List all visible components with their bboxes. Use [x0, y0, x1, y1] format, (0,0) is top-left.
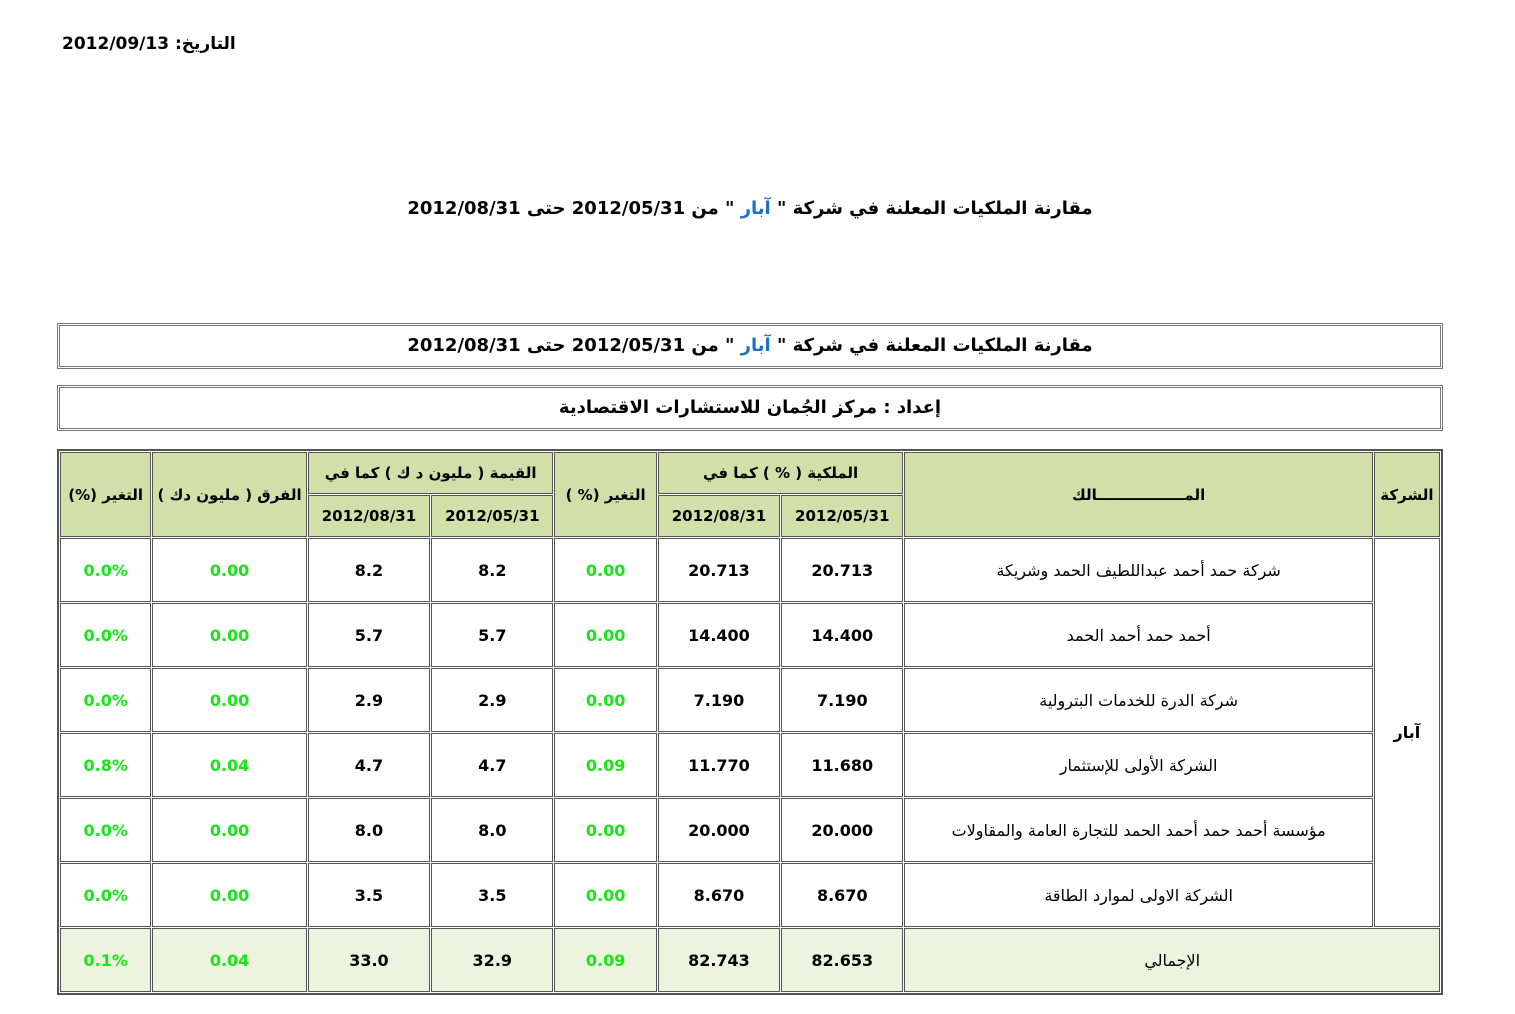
chg-cell: 0.00	[554, 863, 656, 927]
date-label: التاريخ:	[174, 34, 236, 54]
chg-cell: 0.00	[554, 538, 656, 602]
pct-cell: 0.0%	[60, 538, 151, 602]
header-company: الشركة	[1374, 452, 1440, 537]
header-own-date1: 2012/05/31	[781, 495, 903, 537]
owner-cell: الشركة الأولى للإستثمار	[904, 733, 1372, 797]
chg-cell: 0.09	[554, 733, 656, 797]
box-title-before: مقارنة الملكيات المعلنة في شركة "	[770, 335, 1093, 356]
total-row	[60, 928, 1440, 992]
chg-cell: 0.00	[554, 603, 656, 667]
prepared-by-box	[57, 385, 1443, 431]
prepared-by: إعداد : مركز الجُمان للاستشارات الاقتصادية	[558, 397, 942, 418]
val2-cell: 8.2	[308, 538, 430, 602]
owner-cell: أحمد حمد أحمد الحمد	[904, 603, 1372, 667]
own2-cell: 20.000	[658, 798, 780, 862]
own1-cell: 8.670	[781, 863, 903, 927]
val2-cell: 4.7	[308, 733, 430, 797]
box-title-company: آبار	[740, 335, 771, 356]
pct-cell: 0.0%	[60, 668, 151, 732]
total-diff: 0.04	[152, 928, 306, 992]
pct-cell: 0.0%	[60, 798, 151, 862]
header-val-date1: 2012/05/31	[431, 495, 553, 537]
company-cell: آبار	[1374, 538, 1440, 927]
diff-cell: 0.00	[152, 863, 306, 927]
diff-cell: 0.04	[152, 733, 306, 797]
table-row	[60, 733, 1440, 797]
own1-cell: 20.000	[781, 798, 903, 862]
table-row	[60, 798, 1440, 862]
val2-cell: 5.7	[308, 603, 430, 667]
own2-cell: 8.670	[658, 863, 780, 927]
total-own1: 82.653	[781, 928, 903, 992]
report-date	[62, 34, 242, 54]
title-after: " من 2012/05/31 حتى 2012/08/31	[407, 198, 741, 219]
val1-cell: 5.7	[431, 603, 553, 667]
owner-cell: الشركة الاولى لموارد الطاقة	[904, 863, 1372, 927]
owner-cell: شركة حمد أحمد عبداللطيف الحمد وشريكة	[904, 538, 1372, 602]
page-title	[57, 198, 1443, 219]
pct-cell: 0.0%	[60, 863, 151, 927]
chg-cell: 0.00	[554, 668, 656, 732]
header-ownership: الملكية ( % ) كما في	[658, 452, 904, 494]
header-difference: الفرق ( مليون دك )	[152, 452, 306, 537]
box-title-after: " من 2012/05/31 حتى 2012/08/31	[407, 335, 741, 356]
val1-cell: 2.9	[431, 668, 553, 732]
pct-cell: 0.8%	[60, 733, 151, 797]
diff-cell: 0.00	[152, 538, 306, 602]
own2-cell: 14.400	[658, 603, 780, 667]
owner-cell: شركة الدرة للخدمات البترولية	[904, 668, 1372, 732]
own1-cell: 11.680	[781, 733, 903, 797]
diff-cell: 0.00	[152, 668, 306, 732]
date-value: 2012/09/13	[62, 34, 170, 54]
val1-cell: 4.7	[431, 733, 553, 797]
header-change-pct: التغير (%)	[60, 452, 151, 537]
ownership-table	[57, 449, 1443, 995]
own2-cell: 20.713	[658, 538, 780, 602]
pct-cell: 0.0%	[60, 603, 151, 667]
own2-cell: 7.190	[658, 668, 780, 732]
total-label: الإجمالي	[904, 928, 1440, 992]
title-company: آبار	[740, 198, 771, 219]
diff-cell: 0.00	[152, 798, 306, 862]
table-row	[60, 538, 1440, 602]
table-row	[60, 668, 1440, 732]
table-title-box	[57, 323, 1443, 369]
owner-cell: مؤسسة أحمد حمد أحمد الحمد للتجارة العامة والمقاولات	[904, 798, 1372, 862]
table-row	[60, 863, 1440, 927]
header-val-date2: 2012/08/31	[308, 495, 430, 537]
val2-cell: 8.0	[308, 798, 430, 862]
val1-cell: 8.0	[431, 798, 553, 862]
title-before: مقارنة الملكيات المعلنة في شركة "	[770, 198, 1093, 219]
val1-cell: 3.5	[431, 863, 553, 927]
total-val1: 32.9	[431, 928, 553, 992]
own1-cell: 7.190	[781, 668, 903, 732]
own1-cell: 20.713	[781, 538, 903, 602]
header-value: القيمة ( مليون د ك ) كما في	[308, 452, 554, 494]
total-chg: 0.09	[554, 928, 656, 992]
total-pct: 0.1%	[60, 928, 151, 992]
header-own-date2: 2012/08/31	[658, 495, 780, 537]
total-own2: 82.743	[658, 928, 780, 992]
own2-cell: 11.770	[658, 733, 780, 797]
val2-cell: 3.5	[308, 863, 430, 927]
header-change-points: التغير (% )	[554, 452, 656, 537]
total-val2: 33.0	[308, 928, 430, 992]
val2-cell: 2.9	[308, 668, 430, 732]
val1-cell: 8.2	[431, 538, 553, 602]
table-row	[60, 603, 1440, 667]
header-owner: المـــــــــــــــــالك	[904, 452, 1372, 537]
own1-cell: 14.400	[781, 603, 903, 667]
chg-cell: 0.00	[554, 798, 656, 862]
diff-cell: 0.00	[152, 603, 306, 667]
